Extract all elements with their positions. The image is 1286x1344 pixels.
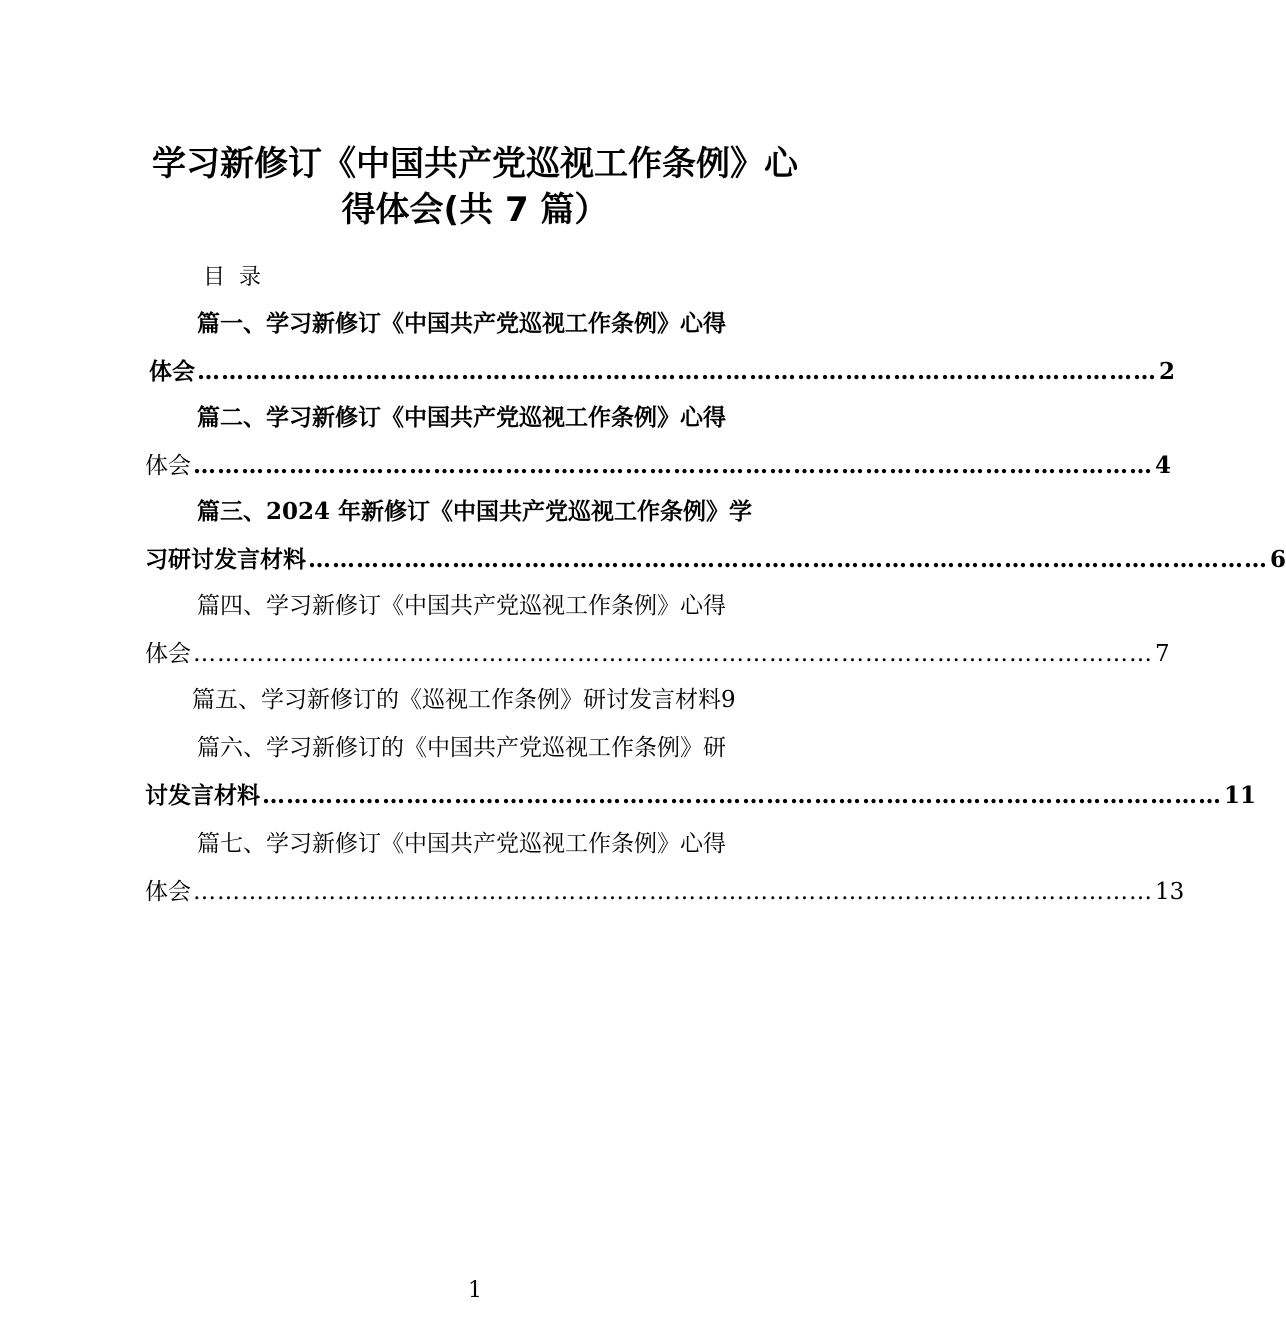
toc-entry-2-page: 4 (1155, 452, 1172, 479)
toc-entry-6-leader[interactable] (145, 780, 1257, 812)
toc-entry-1-leader[interactable] (149, 356, 1176, 388)
toc-entry-7-title-continued: 体会 (145, 879, 191, 905)
toc-entry-5-page: 9 (721, 687, 736, 713)
toc-entry-4-title[interactable]: 篇四、学习新修订《中国共产党巡视工作条例》心得 (197, 593, 726, 619)
toc-entry-2-title[interactable]: 篇二、学习新修订《中国共产党巡视工作条例》心得 (197, 404, 726, 431)
toc-entry-1-page: 2 (1159, 358, 1176, 385)
toc-entry-6-title-continued: 讨发言材料 (145, 782, 260, 809)
toc-entry-3-title-continued: 习研讨发言材料 (145, 546, 306, 573)
toc-heading: 目录 (203, 265, 276, 290)
toc-entry-2-leader[interactable] (145, 450, 1172, 482)
document-title-line-1: 学习新修订《中国共产党巡视工作条例》心 (152, 144, 798, 184)
toc-entry-1-title-continued: 体会 (149, 358, 195, 385)
toc-entry-6-page: 11 (1224, 782, 1257, 809)
toc-entry-5[interactable] (192, 684, 808, 716)
toc-entry-7-title[interactable]: 篇七、学习新修订《中国共产党巡视工作条例》心得 (197, 831, 726, 857)
leader-dots: ………………………………………………………………………………………………………… (193, 879, 1153, 905)
toc-entry-6-title[interactable]: 篇六、学习新修订的《中国共产党巡视工作条例》研 (197, 735, 726, 761)
toc-entry-7-leader[interactable] (145, 876, 1185, 908)
toc-entry-3-page: 6 (1270, 546, 1286, 573)
toc-entry-4-page: 7 (1155, 641, 1170, 667)
leader-dots: ………………………………………………………………………………………………………… (262, 782, 1222, 809)
toc-entry-4-title-continued: 体会 (145, 641, 191, 667)
toc-entry-3-title[interactable]: 篇三、2024 年新修订《中国共产党巡视工作条例》学 (197, 498, 753, 525)
toc-entry-1-title[interactable]: 篇一、学习新修订《中国共产党巡视工作条例》心得 (197, 310, 726, 337)
toc-entry-7-page: 13 (1155, 879, 1185, 905)
leader-dots: ………………………………………………………………………………………………………… (193, 452, 1153, 479)
page-number: 1 (468, 1278, 482, 1303)
document-title-line-2: 得体会(共 7 篇） (341, 190, 609, 230)
leader-dots: ………………………………………………………………………………………………………… (193, 641, 1153, 667)
toc-entry-4-leader[interactable] (145, 638, 1170, 670)
toc-entry-2-title-continued: 体会 (145, 453, 191, 479)
leader-dots: ………………………………………………………………………………………………………… (197, 358, 1157, 385)
leader-dots: ………………………………………………………………………………………………………… (308, 546, 1268, 573)
toc-entry-5-title: 篇五、学习新修订的《巡视工作条例》研讨发言材料 (192, 687, 721, 713)
toc-entry-3-leader[interactable] (145, 544, 1286, 576)
